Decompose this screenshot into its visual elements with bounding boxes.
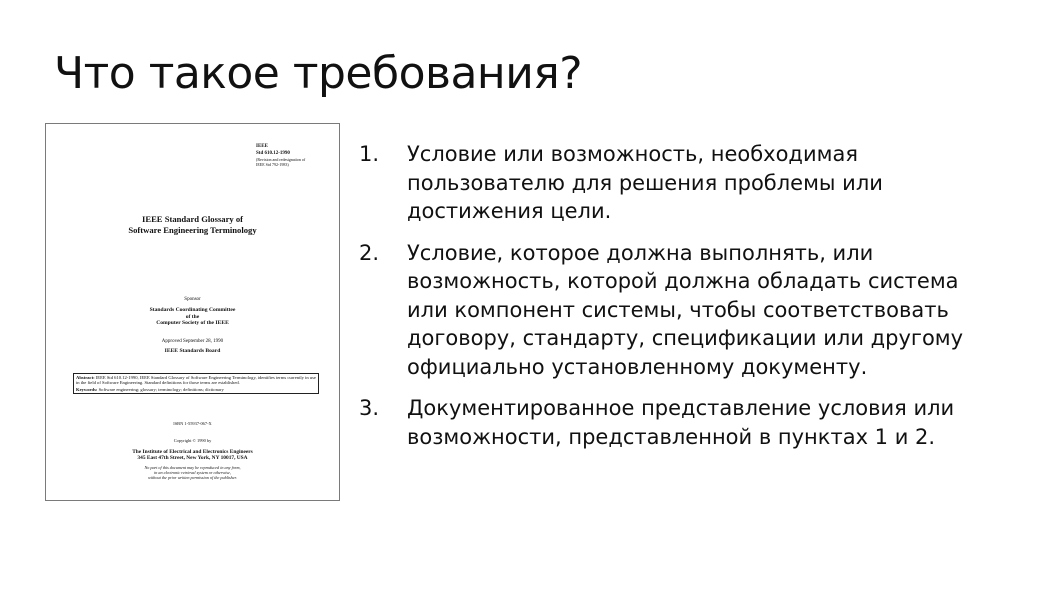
isbn: ISBN 1-55937-067-X (173, 421, 212, 426)
sponsor-line: of the (185, 313, 200, 320)
list-item-number: 2. (359, 240, 380, 265)
copyright: Copyright © 1990 by (173, 438, 212, 443)
ref-line: IEEE (256, 144, 268, 149)
notice-line: No part of this document may be reproduced in any form, (144, 465, 241, 470)
ref-line: Std 610.12-1990 (256, 150, 290, 156)
ref-line: (Revision and redesignation of (256, 157, 306, 162)
list-item-number: 1. (359, 142, 380, 166)
keywords-label: Keywords: (76, 386, 98, 392)
list-item (359, 239, 999, 382)
notice-line: without the prior written permission of the publisher. (148, 475, 237, 480)
sponsor-line: Computer Society of the IEEE (156, 320, 229, 327)
document-title-line: Software Engineering Terminology (128, 224, 257, 235)
list-item-text: Документированное представление условия или возможности, представленной в пунктах 1 и 2. (407, 396, 955, 449)
document-title-line: IEEE Standard Glossary of (142, 214, 243, 224)
approval-date: Approved September 28, 1990 (161, 339, 224, 344)
abstract-box (73, 373, 319, 394)
keywords (76, 387, 316, 392)
document-reference (256, 144, 305, 167)
sponsor-label: Sponsor (184, 297, 201, 302)
publisher-line: The Institute of Electrical and Electronics Engineers (132, 449, 253, 455)
slide-title: Что такое требования? (54, 48, 583, 99)
ref-line: IEEE Std 792-1983) (256, 162, 289, 167)
list-item-text: Условие, которое должна выполнять, или возможность, которой должна обладать система или компонент системы, чтобы соответствовать договору, стандарту, спецификации или другому официально установленному документу. (407, 240, 964, 379)
document-title (46, 214, 339, 235)
keywords-text: Software engineering; glossary; terminology; definitions; dictionary (98, 386, 224, 392)
notice-line: in an electronic retrieval system or otherwise, (154, 470, 231, 475)
list-item-text: Условие или возможность, необходимая пользователю для решения проблемы или достижения цели. (407, 142, 883, 223)
copyright-notice (46, 465, 339, 480)
abstract-label: Abstract: (76, 375, 95, 380)
standards-board: IEEE Standards Board (164, 348, 221, 354)
list-item (359, 140, 999, 226)
list-item-number: 3. (359, 396, 380, 420)
sponsor (46, 307, 339, 327)
publisher-line: 345 East 47th Street, New York, NY 10017, USA (137, 455, 248, 462)
sponsor-line: Standards Coordinating Committee (149, 307, 236, 313)
ieee-document-cover (45, 123, 340, 501)
abstract-text: IEEE Std 610.12-1990, IEEE Standard Glossary of Software Engineering Terminology, identifies terms currently in use in the field of Software Engineering. Standard definitions for those terms are established. (76, 375, 316, 386)
requirements-list (359, 140, 999, 464)
list-item (359, 394, 999, 451)
publisher (46, 449, 339, 462)
